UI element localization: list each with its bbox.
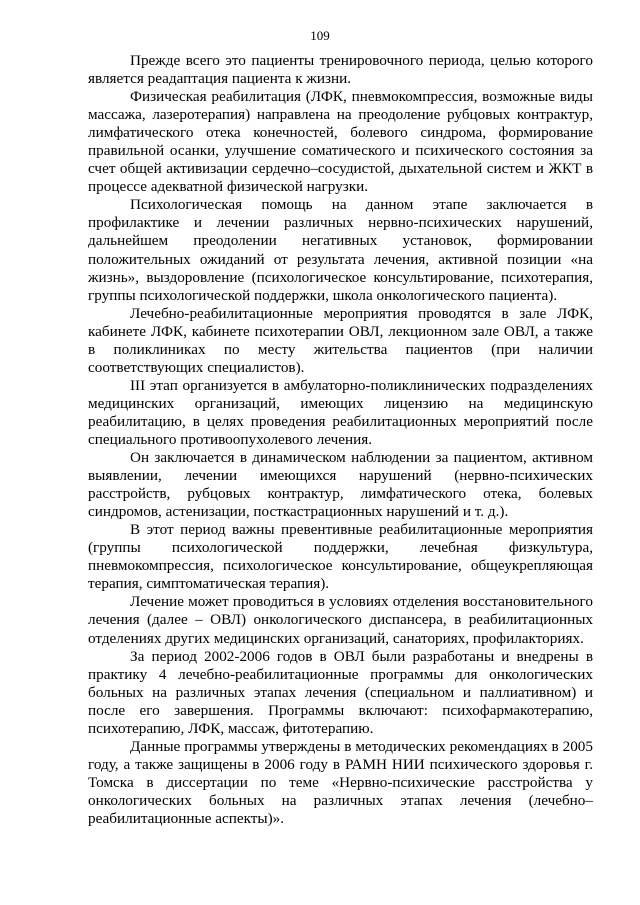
paragraph-1: Прежде всего это пациенты тренировочного периода, целью которого является реадаптация пациента к жизни.: [88, 52, 593, 88]
paragraph-8: Лечение может проводиться в условиях отделения восстановительного лечения (далее – ОВЛ) онкологического диспансера, в реабилитационных отделениях других медицинских организаций, санаториях, профилакториях.: [88, 593, 593, 647]
page-number: 109: [310, 28, 330, 43]
paragraph-5: III этап организуется в амбулаторно-поликлинических подразделениях медицинских организаций, имеющих лицензию на медицинскую реабилитацию, в целях проведения реабилитационных мероприятий после специального противоопухолевого лечения.: [88, 376, 593, 448]
paragraph-2: Физическая реабилитация (ЛФК, пневмокомпрессия, возможные виды массажа, лазеротерапия) направлена на преодоление рубцовых контрактур, лимфатического отека конечностей, болевого синдрома, формирование правильной осанки, улучшение соматического и психического состояния за счет общей активизации сердечно–сосудистой, дыхательной систем и ЖКТ в процессе адекватной физической нагрузки.: [88, 88, 593, 196]
paragraph-7: В этот период важны превентивные реабилитационные мероприятия (группы психологической поддержки, лечебная физкультура, пневмокомпрессия, психологическое консультирование, общеукрепляющая терапия, симптоматическая терапия).: [88, 521, 593, 593]
paragraph-6: Он заключается в динамическом наблюдении за пациентом, активном выявлении, лечении имеющихся нарушений (нервно-психических расстройств, рубцовых контрактур, лимфатического отека, болевых синдромов, астенизации, посткастрационных нарушений и т. д.).: [88, 449, 593, 521]
paragraph-10: Данные программы утверждены в методических рекомендациях в 2005 году, а также защищены в 2006 году в РАМН НИИ психического здоровья г. Томска в диссертации по теме «Нервно-психические расстройства у онкологических больных на различных этапах лечения (лечебно–реабилитационные аспекты)».: [88, 737, 593, 827]
paragraph-3: Психологическая помощь на данном этапе заключается в профилактике и лечении различных нервно-психических нарушений, дальнейшем преодолении негативных установок, формировании положительных ожиданий от результата лечения, активной позиции «на жизнь», выздоровление (психологическое консультирование, психотерапия, группы психологической поддержки, школа онкологического пациента).: [88, 196, 593, 304]
paragraph-4: Лечебно-реабилитационные мероприятия проводятся в зале ЛФК, кабинете ЛФК, кабинете психотерапии ОВЛ, лекционном зале ОВЛ, а также в поликлиниках по месту жительства пациентов (при наличии соответствующих специалистов).: [88, 304, 593, 376]
paragraph-9: За период 2002-2006 годов в ОВЛ были разработаны и внедрены в практику 4 лечебно-реабилитационные программы для онкологических больных на различных этапах лечения (специальном и паллиативном) и после его завершения. Программы включают: психофармакотерапию, психотерапию, ЛФК, массаж, фитотерапию.: [88, 647, 593, 737]
body-text: [88, 52, 593, 828]
